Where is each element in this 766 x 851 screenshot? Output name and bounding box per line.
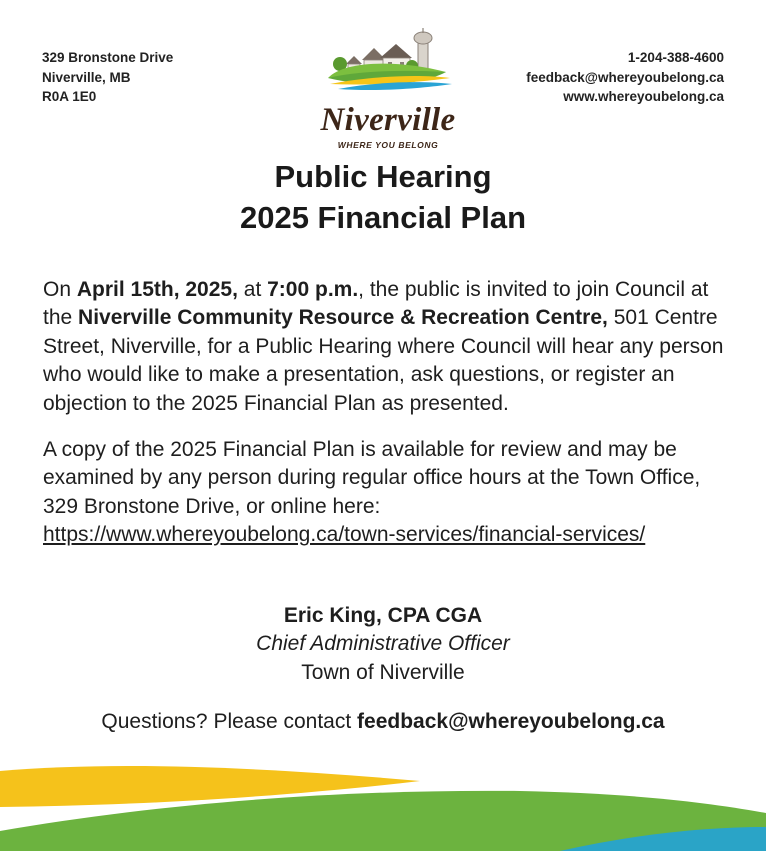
footer-waves-decoration [0,761,766,851]
logo-wordmark: Niverville [320,102,456,138]
contact-website[interactable]: www.whereyoubelong.ca [563,89,724,104]
notice-title [0,156,766,238]
signature-block [0,602,766,687]
address-postal: R0A 1E0 [42,89,97,104]
contact-email[interactable]: feedback@whereyoubelong.ca [526,69,724,85]
signatory-org: Town of Niverville [301,660,465,684]
questions-line [0,708,766,736]
questions-email[interactable]: feedback@whereyoubelong.ca [357,710,665,733]
paragraph-hearing [43,276,733,418]
p1-text-1: On [43,278,77,301]
p1-text-2: at [237,278,268,301]
title-line-1: Public Hearing [274,159,492,194]
title-line-2: 2025 Financial Plan [239,200,527,235]
p1-text-3: , the public is invited to join Council at the [43,278,709,330]
notice-body [43,276,733,550]
hearing-date: April 15th, 2025, [76,278,238,301]
contact-phone: 1-204-388-4600 [627,50,724,65]
p1-text-4: 501 Centre Street, Niverville, for a Public Hearing where Council will hear any person who would like to make a presentation, ask questions, or register an objection to the 2025 Financial Plan as presented. [43,306,724,415]
address-street: 329 Bronstone Drive [42,50,174,65]
logo-tagline: WHERE YOU BELONG [337,140,439,150]
header-contact [526,48,724,107]
questions-prefix: Questions? Please contact [101,710,358,733]
paragraph-copy [43,436,733,550]
address-city: Niverville, MB [42,69,131,85]
header-address [42,48,173,107]
p2-text: A copy of the 2025 Financial Plan is available for review and may be examined by any person during regular office hours at the Town Office, 329 Bronstone Drive, or online here: [43,438,701,518]
niverville-logo [300,26,476,150]
hearing-venue: Niverville Community Resource & Recreation Centre, [78,306,608,330]
signatory-role: Chief Administrative Officer [256,632,510,656]
signatory-name: Eric King, CPA CGA [283,604,483,627]
financial-services-link[interactable]: https://www.whereyoubelong.ca/town-services/financial-services/ [43,523,646,547]
hearing-time: 7:00 p.m. [267,278,359,301]
logo-emblem-icon [300,26,476,106]
